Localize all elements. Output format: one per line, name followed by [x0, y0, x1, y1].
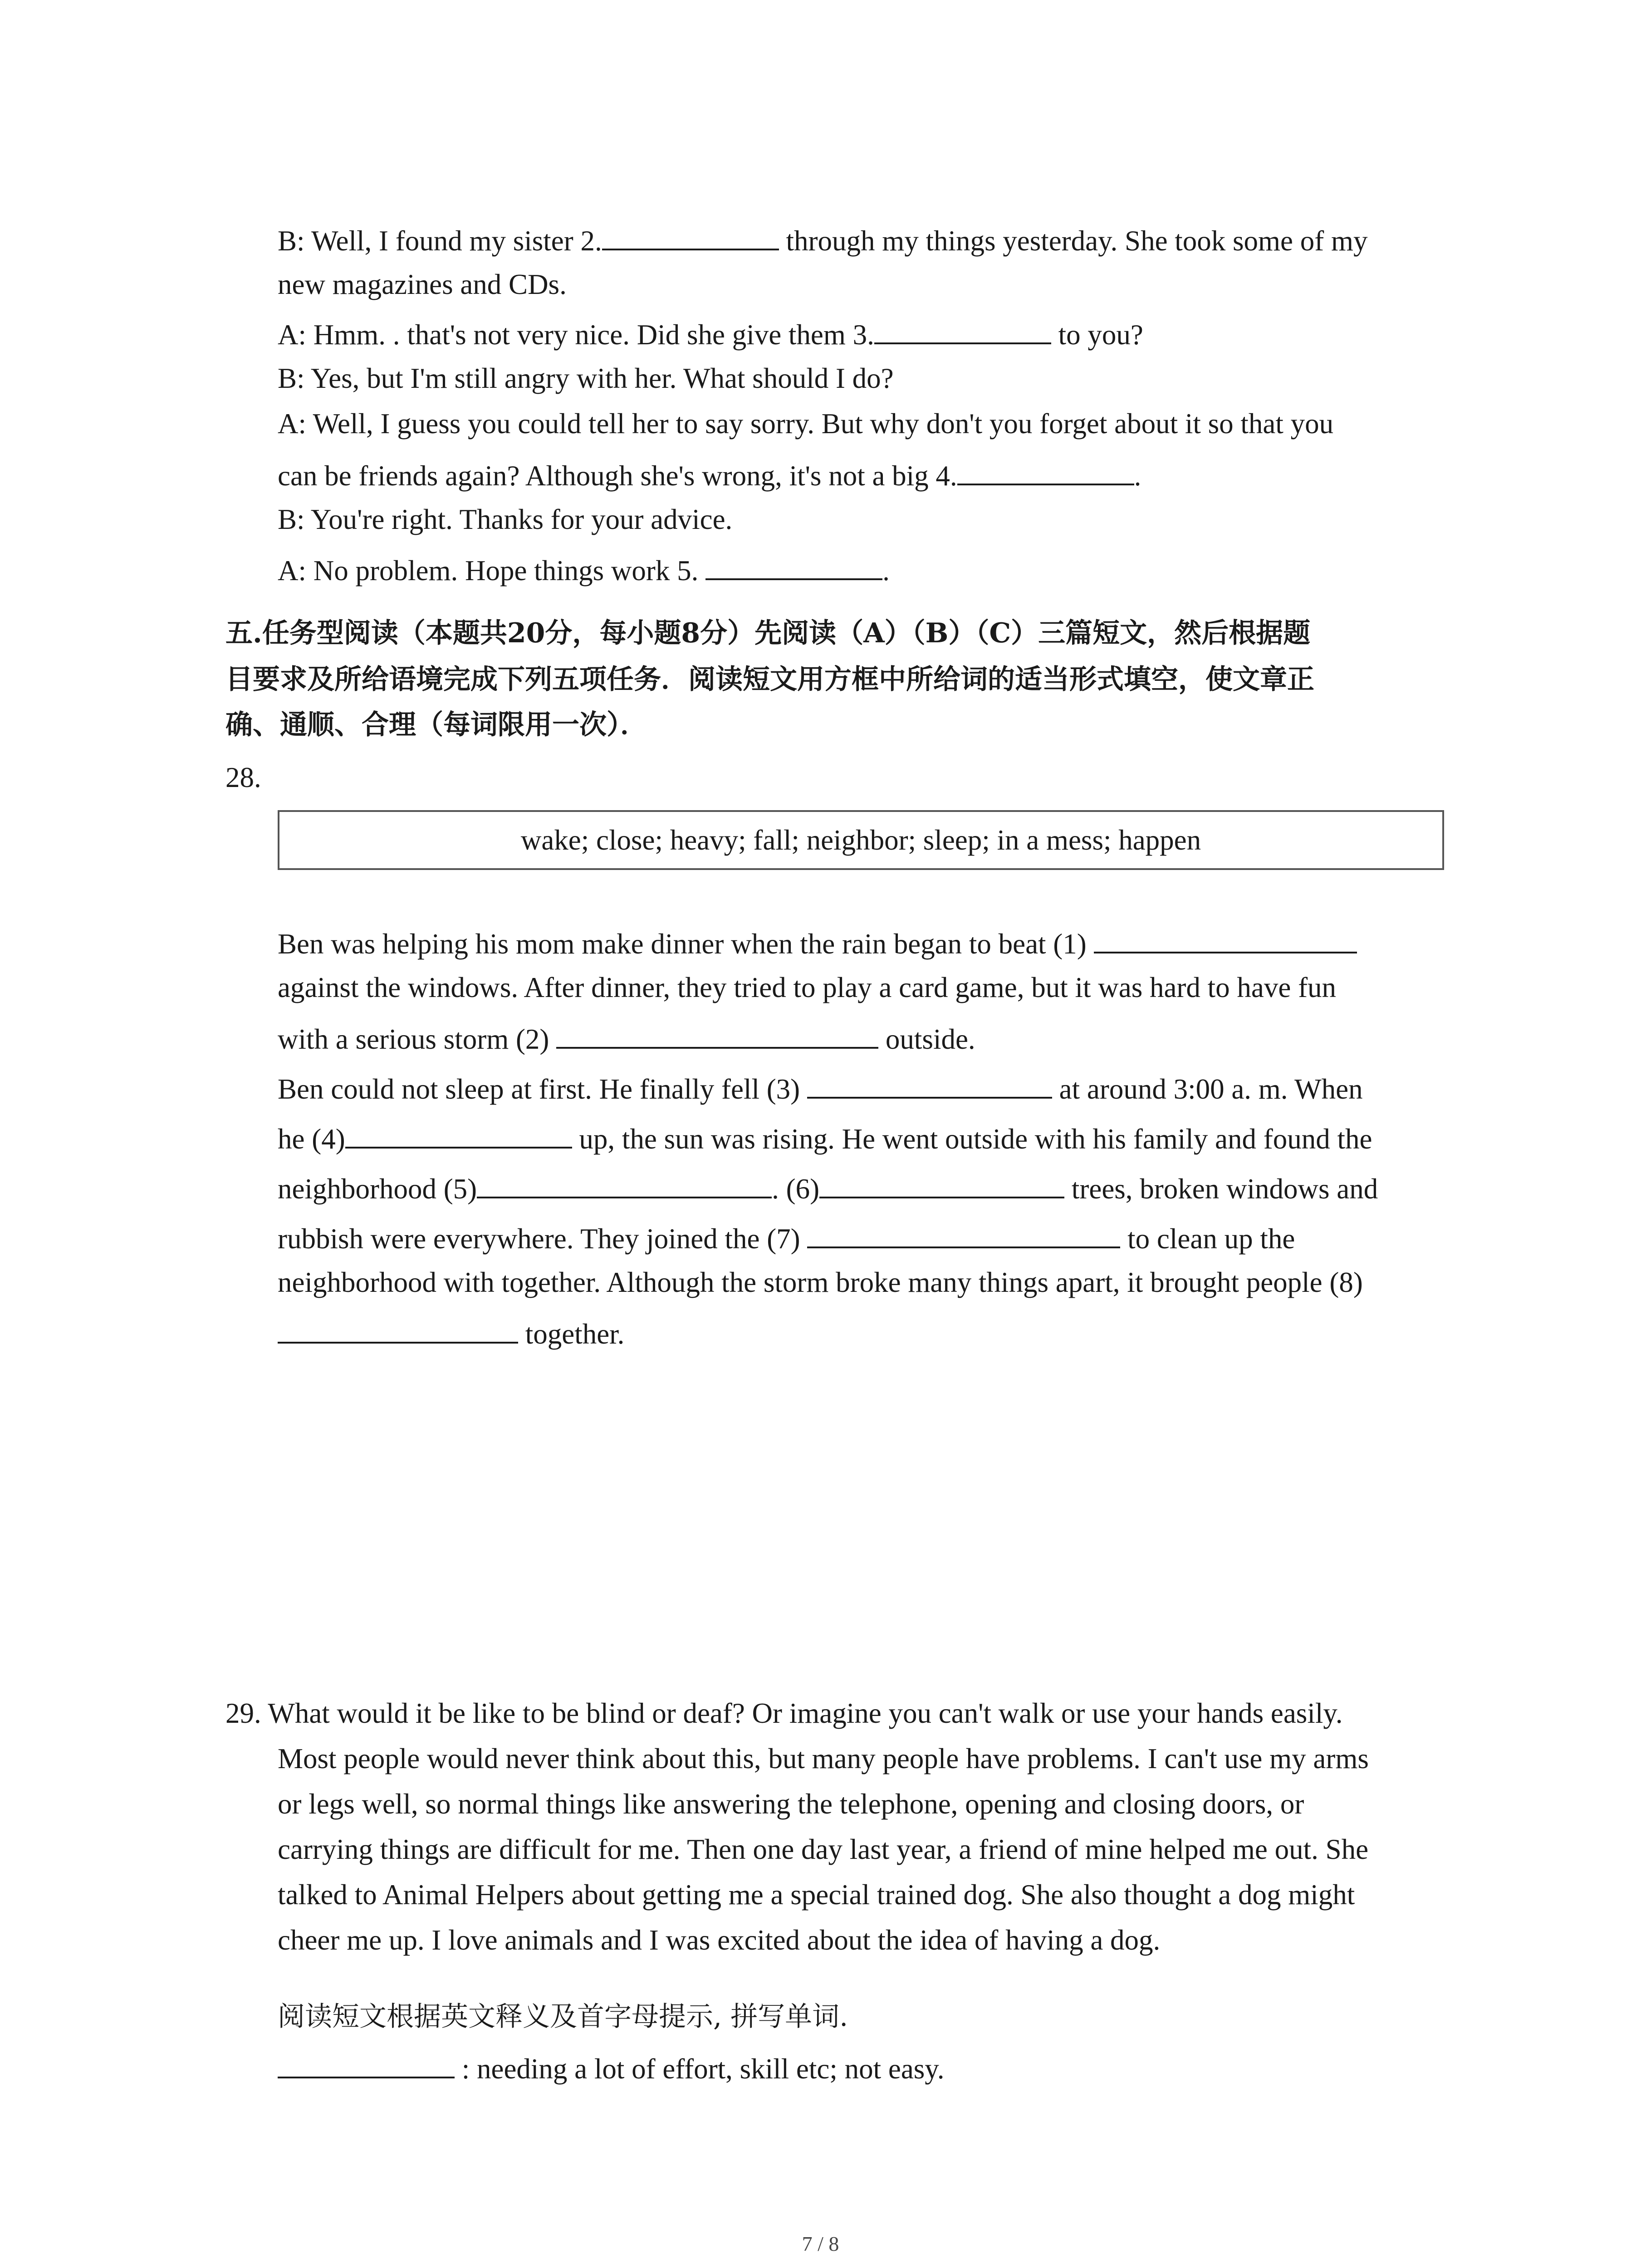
text: through my things yesterday. She took some of my	[786, 225, 1368, 257]
text: : needing a lot of effort, skill etc; not easy.	[461, 2053, 945, 2085]
text: can be friends again? Although she's wrong, it's not a big 4.	[278, 460, 957, 492]
dialogue-line-b-right: B: You're right. Thanks for your advice.	[278, 503, 733, 535]
passage-28-line-7	[278, 1220, 1295, 1256]
text: neighborhood (5)	[278, 1173, 477, 1205]
dialogue-line-a5	[278, 552, 890, 588]
answer-blank-28-4[interactable]	[345, 1120, 572, 1149]
text: .	[882, 555, 890, 587]
passage-29-line-2: Most people would never think about this, but many people have problems. I can't use my arms	[278, 1743, 1369, 1774]
passage-28-line-9	[278, 1315, 624, 1352]
answer-blank-28-3[interactable]	[807, 1070, 1052, 1099]
answer-blank-5[interactable]	[705, 552, 882, 580]
text: to clean up the	[1127, 1223, 1295, 1255]
text: at around 3:00 a. m. When	[1059, 1073, 1363, 1105]
dialogue-line-b-angry: B: Yes, but I'm still angry with her. What should I do?	[278, 362, 894, 394]
dialogue-line-a3	[278, 316, 1143, 352]
dialogue-line-b2-cont: new magazines and CDs.	[278, 269, 567, 300]
answer-blank-28-1[interactable]	[1094, 925, 1357, 953]
text: A: Hmm. . that's not very nice. Did she give them 3.	[278, 319, 874, 351]
text: up, the sun was rising. He went outside with his family and found the	[579, 1123, 1372, 1155]
passage-28-line-4	[278, 1070, 1363, 1107]
text: . (6)	[772, 1173, 820, 1205]
question-number-29: 29.	[225, 1697, 261, 1729]
dialogue-line-a4: A: Well, I guess you could tell her to say sorry. But why don't you forget about it so that you	[278, 408, 1334, 440]
passage-29-line-3: or legs well, so normal things like answering the telephone, opening and closing doors, or	[278, 1788, 1304, 1820]
answer-blank-28-8[interactable]	[278, 1315, 518, 1344]
section-heading-line-3: 确、通顺、合理（每词限用一次）．	[225, 709, 647, 741]
answer-blank-3[interactable]	[874, 316, 1051, 344]
section-heading-line-2: 目要求及所给语境完成下列五项任务．阅读短文用方框中所给词的适当形式填空，使文章正	[225, 664, 1314, 695]
page-number: 7 / 8	[802, 2232, 839, 2255]
answer-blank-28-7[interactable]	[807, 1220, 1120, 1248]
answer-blank-4[interactable]	[957, 457, 1134, 485]
passage-28-line-2: against the windows. After dinner, they tried to play a card game, but it was hard to have fun	[278, 972, 1337, 1003]
text: rubbish were everywhere. They joined the (7)	[278, 1223, 800, 1255]
passage-29-line-4: carrying things are difficult for me. Then one day last year, a friend of mine helped me out. She	[278, 1833, 1369, 1865]
text: to you?	[1058, 319, 1143, 351]
text: A: No problem. Hope things work 5.	[278, 555, 699, 587]
text: B: Well, I found my sister 2.	[278, 225, 602, 257]
text: .	[1134, 460, 1141, 492]
text: he (4)	[278, 1123, 345, 1155]
text: Ben was helping his mom make dinner when the rain began to beat (1)	[278, 928, 1087, 960]
text: together.	[525, 1318, 625, 1350]
passage-29-line-6: cheer me up. I love animals and I was excited about the idea of having a dog.	[278, 1924, 1161, 1956]
text: with a serious storm (2)	[278, 1023, 549, 1055]
answer-blank-28-6[interactable]	[819, 1170, 1064, 1198]
passage-28-line-5	[278, 1120, 1372, 1157]
answer-blank-2[interactable]	[602, 222, 779, 250]
definition-line	[278, 2050, 944, 2087]
passage-28-line-6	[278, 1170, 1378, 1207]
text: What would it be like to be blind or deaf? Or imagine you can't walk or use your hands easily.	[268, 1697, 1343, 1729]
passage-29-line-5: talked to Animal Helpers about getting me a special trained dog. She also thought a dog might	[278, 1879, 1355, 1911]
text: outside.	[885, 1023, 975, 1055]
instruction-29: 阅读短文根据英文释义及首字母提示, 拼写单词.	[278, 2001, 848, 2033]
answer-blank-28-2[interactable]	[556, 1021, 878, 1049]
dialogue-line-a4-cont	[278, 457, 1141, 494]
text: Ben could not sleep at first. He finally fell (3)	[278, 1073, 800, 1105]
answer-blank-28-5[interactable]	[477, 1170, 772, 1198]
answer-blank-29[interactable]	[278, 2050, 455, 2078]
passage-28-line-1	[278, 925, 1357, 962]
question-number-28: 28.	[225, 762, 261, 793]
text: trees, broken windows and	[1071, 1173, 1378, 1205]
passage-28-line-8: neighborhood with together. Although the storm broke many things apart, it brought people (8)	[278, 1266, 1363, 1298]
dialogue-line-b2	[278, 222, 1368, 259]
passage-29-line-1	[225, 1696, 1343, 1731]
word-bank-box: wake; close; heavy; fall; neighbor; sleep; in a mess; happen	[278, 810, 1444, 870]
passage-28-line-3	[278, 1021, 975, 1057]
section-heading-line-1: 五.任务型阅读（本题共20分，每小题8分）先阅读（A）（B）（C）三篇短文，然后根据题	[225, 617, 1311, 649]
